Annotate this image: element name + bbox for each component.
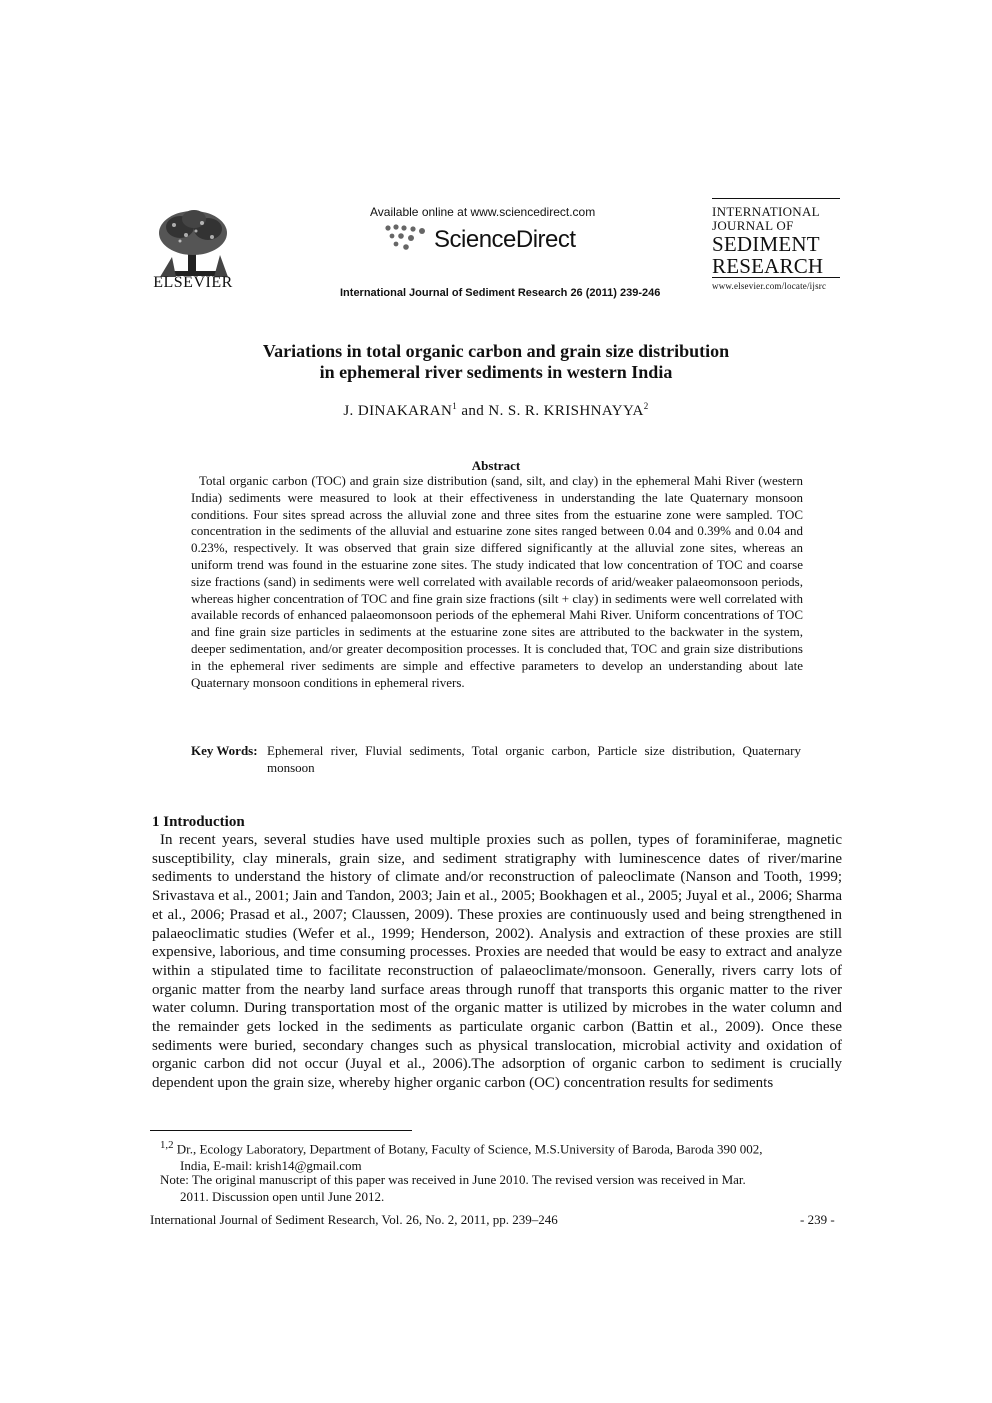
author-1: J. DINAKARAN xyxy=(343,403,453,419)
masthead-line-4: RESEARCH xyxy=(712,254,824,278)
keywords-label xyxy=(191,742,267,759)
page-footer-journal: International Journal of Sediment Research, Vol. 26, No. 2, 2011, pp. 239–246 xyxy=(150,1212,558,1227)
keywords-label-text: Key Words xyxy=(191,743,254,758)
journal-url: www.elsevier.com/locate/ijsrc xyxy=(712,281,827,291)
sciencedirect-wordmark: ScienceDirect xyxy=(434,226,576,253)
introduction-text: In recent years, several studies have used multiple proxies such as pollen, types of foraminiferae, magnetic susceptibility, clay minerals, grain size, and sediment stratigraphy with luminescence dates of river/marine sediments to understand the history of climate and/or reconstruction of paleoclimate (Nanson and Tooth, 1999; Srivastava et al., 2001; Jain and Tandon, 2003; Jain et al., 2005; Bookhagen et al., 2005; Juyal et al., 2006; Sharma et al., 2006; Prasad et al., 2007; Claussen, 2009). These proxies are continuously used and being strengthened in palaeoclimatic studies (Wefer et al., 1999; Henderson, 2002). Analysis and extraction of these proxies are still expensive, laborious, and time consuming processes. Proxies are needed that would be easy to extract and analyze within a stipulated time to facilitate reconstruction of palaeoclimate/monsoon. Generally, rivers carry lots of organic matter from the nearby land surface areas through runoff that transports this organic matter to the river water column. During transportation most of the organic matter is utilized by microbes in the water column and the remainder gets locked in the sediments as particulate organic carbon (Battin et al., 2009). Once these sediments were buried, secondary changes such as physical translocation, microbial activity and oxidation of organic carbon did not occur (Juyal et al., 2006).The adsorption of organic carbon to sediment is crucially dependent upon the grain size, whereby higher organic carbon (OC) concentration results for sediments xyxy=(152,832,842,1092)
available-online-text: Available online at www.sciencedirect.com xyxy=(370,205,596,219)
masthead-line-3: SEDIMENT xyxy=(712,232,820,256)
section-heading-introduction: 1 Introduction xyxy=(152,814,245,830)
masthead-top-rule xyxy=(712,198,840,199)
author-1-affiliation: 1 xyxy=(452,401,458,411)
page-number: - 239 - xyxy=(800,1212,835,1227)
sciencedirect-dots-icon xyxy=(382,222,434,254)
keywords xyxy=(191,742,803,776)
footnote-note-line-1: Note: The original manuscript of this paper was received in June 2010. The revised version was received in Mar. xyxy=(160,1172,746,1187)
footnote-note-line-2: 2011. Discussion open until June 2012. xyxy=(180,1189,385,1204)
author-2-affiliation: 2 xyxy=(643,401,649,411)
footnote-affiliation-line-2: India, E-mail: krish14@gmail.com xyxy=(180,1158,362,1174)
abstract-heading: Abstract xyxy=(471,458,521,473)
journal-citation: International Journal of Sediment Research 26 (2011) 239-246 xyxy=(340,287,661,299)
journal-masthead xyxy=(712,198,840,291)
keywords-colon: : xyxy=(253,743,258,758)
title-line-2: in ephemeral river sediments in western India xyxy=(319,362,673,382)
masthead-line-1: INTERNATIONAL xyxy=(712,204,820,219)
footnote-manuscript-note xyxy=(160,1171,842,1205)
authors xyxy=(150,401,842,420)
author-2: N. S. R. KRISHNAYYA xyxy=(488,403,644,419)
footnote-rule xyxy=(150,1130,412,1131)
authors-conjunction: and xyxy=(457,403,489,419)
abstract-text: Total organic carbon (TOC) and grain size distribution (sand, silt, and clay) in the ephemeral Mahi River (western India) sediments were measured to look at their effectiveness in understanding the late Quaternary monsoon conditions. Four sites spread across the alluvial zone and three sites from the estuarine zone were sampled. TOC concentration in the sediments of the alluvial and estuarine zone sites ranged between 0.04 and 0.39% and 0.04 and 0.23%, respectively. It was observed that grain size differed significantly at the alluvial zone sites, whereas an uniform trend was found in the estuarine zone sites. The study indicated that low concentration of TOC and coarse size fractions (sand) in sediments were well correlated with available records of arid/weaker palaeomonsoon periods, whereas higher concentration of TOC and fine grain size fractions (silt + clay) in sediments were well correlated with available records of enhanced palaeomonsoon periods of the ephemeral Mahi River. Uniform concentrations of TOC and fine grain size particles in sediments at the estuarine zone sites are attributed to the backwater in the system, deeper sedimentation, and/or greater decomposition processes. It is concluded that, TOC and grain size distributions in the ephemeral river sediments are simple and effective parameters to develop an understanding about late Quaternary monsoon conditions in ephemeral rivers. xyxy=(191,473,803,690)
article-title xyxy=(150,341,842,383)
footnote-affiliation-marker: 1,2 xyxy=(160,1139,174,1151)
footnote-affiliation-line-1: Dr., Ecology Laboratory, Department of Botany, Faculty of Science, M.S.University of Baroda, Baroda 390 002, xyxy=(173,1141,763,1157)
footnote-affiliation xyxy=(160,1137,842,1174)
publisher-name: ELSEVIER xyxy=(153,274,233,291)
masthead-line-2: JOURNAL OF xyxy=(712,218,794,233)
keywords-text: Ephemeral river, Fluvial sediments, Total organic carbon, Particle size distribution, Quaternary monsoon xyxy=(267,743,801,775)
title-line-1: Variations in total organic carbon and grain size distribution xyxy=(262,341,730,361)
